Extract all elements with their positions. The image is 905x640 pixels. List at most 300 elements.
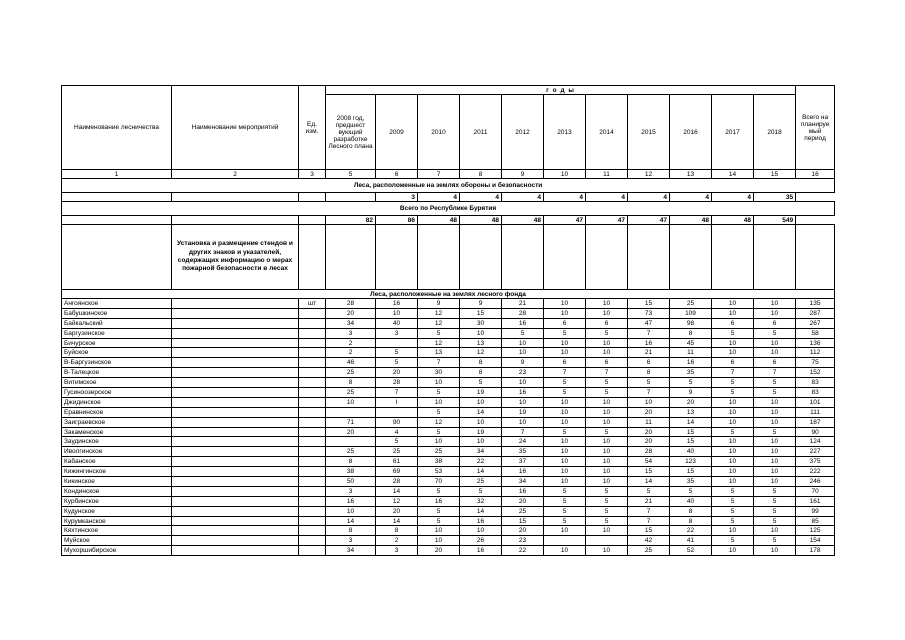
- year-value-cell: 47: [628, 318, 670, 328]
- year-value-cell: 10: [586, 348, 628, 358]
- measure-cell: [172, 378, 299, 388]
- forestry-name: Закаменское: [62, 427, 172, 437]
- column-number: 9: [502, 170, 544, 179]
- year-value-cell: 28: [326, 299, 376, 309]
- unit-cell: [299, 427, 326, 437]
- empty-cell: [670, 225, 712, 290]
- year-value-cell: 16: [460, 516, 502, 526]
- total-cell: 99: [796, 506, 835, 516]
- year-value-cell: 5: [712, 486, 754, 496]
- defense-value: 4: [628, 193, 670, 202]
- table-row: [62, 486, 835, 496]
- year-value-cell: 21: [502, 299, 544, 309]
- forestry-name: Кижингинское: [62, 467, 172, 477]
- year-value-cell: 28: [376, 378, 418, 388]
- year-value-cell: 14: [376, 516, 418, 526]
- year-value-cell: 10: [502, 397, 544, 407]
- year-value-cell: 12: [460, 348, 502, 358]
- table-row: [62, 506, 835, 516]
- unit-cell: [299, 348, 326, 358]
- year-value-cell: 5: [586, 378, 628, 388]
- column-number: 7: [418, 170, 460, 179]
- year-value-cell: 15: [628, 299, 670, 309]
- empty-cell: [376, 225, 418, 290]
- table-row: [62, 427, 835, 437]
- forestry-name: Бабушкинское: [62, 308, 172, 318]
- year-value-cell: 8: [326, 378, 376, 388]
- column-number: 3: [299, 170, 326, 179]
- year-value-cell: 6: [586, 358, 628, 368]
- year-value-cell: 25: [326, 388, 376, 398]
- year-value-cell: 3: [326, 328, 376, 338]
- measure-cell: [172, 397, 299, 407]
- unit-cell: [299, 368, 326, 378]
- year-value-cell: 10: [754, 308, 796, 318]
- year-value-cell: 21: [628, 496, 670, 506]
- year-value-cell: 5: [586, 496, 628, 506]
- year-value-cell: 10: [712, 338, 754, 348]
- year-value-cell: 53: [418, 467, 460, 477]
- year-value-cell: 10: [544, 546, 586, 556]
- year-value-cell: 30: [460, 318, 502, 328]
- year-value-cell: 42: [628, 536, 670, 546]
- unit-cell: [299, 506, 326, 516]
- year-value-cell: 123: [670, 457, 712, 467]
- year-value-cell: 6: [754, 318, 796, 328]
- year-value-cell: 46: [326, 358, 376, 368]
- year-value-cell: 10: [544, 338, 586, 348]
- table-row: [62, 338, 835, 348]
- year-value-cell: 10: [712, 348, 754, 358]
- year-value-cell: 10: [326, 397, 376, 407]
- table-row: [62, 526, 835, 536]
- year-value-cell: 5: [712, 388, 754, 398]
- year-value-cell: 10: [544, 437, 586, 447]
- forestry-name: Заиграевское: [62, 417, 172, 427]
- column-number: 2: [172, 170, 299, 179]
- year-value-cell: 34: [326, 546, 376, 556]
- year-value-cell: 5: [544, 496, 586, 506]
- year-value-cell: 10: [544, 407, 586, 417]
- column-number: 14: [712, 170, 754, 179]
- year-value-cell: 23: [502, 368, 544, 378]
- total-value: 48: [670, 216, 712, 225]
- empty-cell: [172, 193, 299, 202]
- forest-plan-table: [61, 85, 835, 556]
- total-cell: 75: [796, 358, 835, 368]
- year-value-cell: 10: [418, 397, 460, 407]
- unit-cell: [299, 496, 326, 506]
- unit-cell: [299, 536, 326, 546]
- year-value-cell: 5: [712, 328, 754, 338]
- year-value-cell: 14: [670, 417, 712, 427]
- year-value-cell: 35: [670, 477, 712, 487]
- year-value-cell: 10: [754, 299, 796, 309]
- year-value-cell: 10: [586, 526, 628, 536]
- year-value-cell: 10: [460, 437, 502, 447]
- table-row: [62, 546, 835, 556]
- year-value-cell: 10: [586, 397, 628, 407]
- year-value-cell: 25: [460, 477, 502, 487]
- year-value-cell: 6: [754, 358, 796, 368]
- year-value-cell: 5: [544, 506, 586, 516]
- table-row: [62, 417, 835, 427]
- year-value-cell: 10: [754, 397, 796, 407]
- year-value-cell: 28: [376, 477, 418, 487]
- year-value-cell: 7: [754, 368, 796, 378]
- table-row: [62, 318, 835, 328]
- table-row: [62, 477, 835, 487]
- empty-cell: [172, 216, 299, 225]
- year-value-cell: 10: [712, 407, 754, 417]
- measure-cell: [172, 467, 299, 477]
- header-total-period: Всего на планируе мый период: [796, 86, 835, 170]
- header-year-2015: 2015: [628, 95, 670, 170]
- year-value-cell: 5: [754, 378, 796, 388]
- year-value-cell: 20: [628, 437, 670, 447]
- year-value-cell: 2: [376, 536, 418, 546]
- total-cell: 83: [796, 388, 835, 398]
- forestry-name: Курбинское: [62, 496, 172, 506]
- year-value-cell: 25: [628, 546, 670, 556]
- year-value-cell: 10: [712, 477, 754, 487]
- year-value-cell: 12: [376, 496, 418, 506]
- year-value-cell: 10: [586, 407, 628, 417]
- year-value-cell: 6: [586, 318, 628, 328]
- year-value-cell: 20: [376, 506, 418, 516]
- forestry-name: Кикинское: [62, 477, 172, 487]
- year-value-cell: 9: [670, 388, 712, 398]
- column-number: 11: [586, 170, 628, 179]
- measure-cell: [172, 457, 299, 467]
- forestry-name: Еравнинское: [62, 407, 172, 417]
- year-value-cell: 5: [754, 328, 796, 338]
- year-value-cell: 10: [712, 417, 754, 427]
- year-value-cell: 10: [712, 526, 754, 536]
- year-value-cell: [376, 407, 418, 417]
- year-value-cell: 10: [754, 467, 796, 477]
- column-number: 15: [754, 170, 796, 179]
- total-cell: 222: [796, 467, 835, 477]
- total-cell: 178: [796, 546, 835, 556]
- year-value-cell: 5: [376, 348, 418, 358]
- year-value-cell: 23: [502, 536, 544, 546]
- defense-value: 4: [544, 193, 586, 202]
- year-value-cell: 8: [326, 526, 376, 536]
- column-number-row: [62, 170, 835, 179]
- measure-cell: [172, 417, 299, 427]
- year-value-cell: 10: [460, 328, 502, 338]
- header-row-years: [62, 86, 835, 95]
- year-value-cell: 8: [670, 516, 712, 526]
- year-value-cell: 5: [544, 486, 586, 496]
- unit-cell: [299, 457, 326, 467]
- year-value-cell: 7: [418, 358, 460, 368]
- year-value-cell: 7: [628, 388, 670, 398]
- total-cell: 90: [796, 427, 835, 437]
- measure-cell: [172, 477, 299, 487]
- year-value-cell: [544, 536, 586, 546]
- year-value-cell: 10: [712, 308, 754, 318]
- year-value-cell: 3: [376, 546, 418, 556]
- defense-value: 35: [754, 193, 796, 202]
- year-value-cell: 10: [754, 447, 796, 457]
- total-value: 47: [544, 216, 586, 225]
- empty-cell: [299, 193, 326, 202]
- year-value-cell: 10: [544, 417, 586, 427]
- forestry-name: Баргузинское: [62, 328, 172, 338]
- year-value-cell: 5: [418, 486, 460, 496]
- unit-cell: шт: [299, 299, 326, 309]
- year-value-cell: 3: [326, 536, 376, 546]
- forest-plan-table-sheet: [61, 85, 835, 556]
- year-value-cell: 5: [586, 328, 628, 338]
- header-year-2014: 2014: [586, 95, 628, 170]
- defense-value: [326, 193, 376, 202]
- empty-cell: [628, 225, 670, 290]
- year-value-cell: 16: [628, 338, 670, 348]
- year-value-cell: 10: [460, 526, 502, 536]
- forestry-name: Кабанское: [62, 457, 172, 467]
- total-cell: 136: [796, 338, 835, 348]
- total-cell: 187: [796, 417, 835, 427]
- measure-name: Установка и размещение стендов и других знаков и указателей, содержащих информацию о мерах пожарной безопасности в лесах: [172, 225, 299, 290]
- year-value-cell: 5: [418, 506, 460, 516]
- forestry-name: Бичурское: [62, 338, 172, 348]
- year-value-cell: 10: [418, 536, 460, 546]
- total-cell: 246: [796, 477, 835, 487]
- year-value-cell: 5: [544, 427, 586, 437]
- forestry-name: Заудинское: [62, 437, 172, 447]
- total-cell: 267: [796, 318, 835, 328]
- forestry-name: Мухоршибирское: [62, 546, 172, 556]
- year-value-cell: 16: [670, 358, 712, 368]
- forestry-name: Витимское: [62, 378, 172, 388]
- unit-cell: [299, 358, 326, 368]
- year-value-cell: 5: [754, 486, 796, 496]
- year-value-cell: [376, 338, 418, 348]
- forest-fund-title-row: [62, 290, 835, 299]
- year-value-cell: 5: [712, 427, 754, 437]
- forestry-name: Курумканское: [62, 516, 172, 526]
- unit-cell: [299, 467, 326, 477]
- year-value-cell: 15: [670, 427, 712, 437]
- column-number: 8: [460, 170, 502, 179]
- unit-cell: [299, 486, 326, 496]
- header-year-2011: 2011: [460, 95, 502, 170]
- year-value-cell: 6: [544, 358, 586, 368]
- column-number: 6: [376, 170, 418, 179]
- year-value-cell: 3: [376, 328, 418, 338]
- year-value-cell: 5: [460, 378, 502, 388]
- year-value-cell: 37: [502, 457, 544, 467]
- year-value-cell: 5: [754, 388, 796, 398]
- year-value-cell: 54: [628, 457, 670, 467]
- year-value-cell: 34: [326, 318, 376, 328]
- year-value-cell: 22: [460, 457, 502, 467]
- year-value-cell: 10: [712, 467, 754, 477]
- unit-cell: [299, 437, 326, 447]
- year-value-cell: 16: [460, 546, 502, 556]
- year-value-cell: 10: [586, 477, 628, 487]
- forestry-name: Байкальский: [62, 318, 172, 328]
- empty-cell: [754, 225, 796, 290]
- year-value-cell: 10: [754, 417, 796, 427]
- year-value-cell: 10: [712, 299, 754, 309]
- measure-cell: [172, 516, 299, 526]
- forestry-name: Буйское: [62, 348, 172, 358]
- forestry-name: Ангоянское: [62, 299, 172, 309]
- measure-cell: [172, 526, 299, 536]
- forestry-name: Муйское: [62, 536, 172, 546]
- empty-cell: [796, 225, 835, 290]
- year-value-cell: 15: [502, 516, 544, 526]
- year-value-cell: 40: [376, 318, 418, 328]
- header-year-2016: 2016: [670, 95, 712, 170]
- year-value-cell: 5: [544, 328, 586, 338]
- year-value-cell: 10: [544, 526, 586, 536]
- year-value-cell: 12: [418, 338, 460, 348]
- year-value-cell: 5: [754, 506, 796, 516]
- year-value-cell: 10: [544, 477, 586, 487]
- year-value-cell: 98: [670, 318, 712, 328]
- table-row: [62, 328, 835, 338]
- year-value-cell: 10: [502, 338, 544, 348]
- year-value-cell: [586, 536, 628, 546]
- header-measure-name: Наименование мероприятий: [172, 86, 299, 170]
- year-value-cell: 8: [460, 358, 502, 368]
- total-cell: 112: [796, 348, 835, 358]
- year-value-cell: 3: [326, 486, 376, 496]
- year-value-cell: 20: [418, 546, 460, 556]
- year-value-cell: [326, 407, 376, 417]
- empty-cell: [62, 216, 172, 225]
- year-value-cell: 25: [502, 506, 544, 516]
- empty-cell: [62, 225, 172, 290]
- year-value-cell: 10: [754, 477, 796, 487]
- column-number: 16: [796, 170, 835, 179]
- year-value-cell: 10: [460, 397, 502, 407]
- year-value-cell: 10: [712, 447, 754, 457]
- year-value-cell: 8: [670, 506, 712, 516]
- column-number: 13: [670, 170, 712, 179]
- year-value-cell: 5: [754, 536, 796, 546]
- year-value-cell: 7: [628, 506, 670, 516]
- table-row: [62, 457, 835, 467]
- table-row: [62, 299, 835, 309]
- unit-cell: [299, 417, 326, 427]
- unit-cell: [299, 388, 326, 398]
- total-cell: 111: [796, 407, 835, 417]
- unit-cell: [299, 338, 326, 348]
- unit-cell: [299, 477, 326, 487]
- year-value-cell: 5: [628, 486, 670, 496]
- empty-cell: [712, 225, 754, 290]
- year-value-cell: 5: [586, 516, 628, 526]
- forestry-name: Кяхтинское: [62, 526, 172, 536]
- year-value-cell: 10: [544, 299, 586, 309]
- year-value-cell: 16: [376, 299, 418, 309]
- year-value-cell: 10: [326, 506, 376, 516]
- year-value-cell: 10: [544, 397, 586, 407]
- year-value-cell: 10: [712, 397, 754, 407]
- year-value-cell: 19: [460, 427, 502, 437]
- year-value-cell: 21: [628, 348, 670, 358]
- year-value-cell: 19: [502, 407, 544, 417]
- column-number: 10: [544, 170, 586, 179]
- year-value-cell: 15: [670, 437, 712, 447]
- year-value-cell: 16: [502, 467, 544, 477]
- section-defense-values-row: [62, 193, 835, 202]
- year-value-cell: 5: [754, 427, 796, 437]
- total-cell: 83: [796, 378, 835, 388]
- year-value-cell: 14: [460, 467, 502, 477]
- year-value-cell: 7: [376, 388, 418, 398]
- year-value-cell: 10: [712, 457, 754, 467]
- section-defense-title-row: [62, 179, 835, 193]
- year-value-cell: 5: [712, 536, 754, 546]
- empty-cell: [62, 193, 172, 202]
- year-value-cell: 10: [712, 437, 754, 447]
- year-value-cell: 20: [628, 407, 670, 417]
- year-value-cell: 10: [754, 437, 796, 447]
- table-row: [62, 378, 835, 388]
- defense-value: 4: [670, 193, 712, 202]
- year-value-cell: 5: [418, 328, 460, 338]
- total-cell: 154: [796, 536, 835, 546]
- forest-fund-title: Леса, расположенные на землях лесного фонда: [62, 290, 835, 299]
- year-value-cell: 10: [586, 447, 628, 457]
- total-value: 82: [326, 216, 376, 225]
- year-value-cell: 5: [418, 427, 460, 437]
- year-value-cell: 50: [326, 477, 376, 487]
- unit-cell: [299, 328, 326, 338]
- total-cell: 135: [796, 299, 835, 309]
- year-value-cell: 20: [502, 496, 544, 506]
- total-cell: 101: [796, 397, 835, 407]
- year-value-cell: 5: [754, 516, 796, 526]
- year-value-cell: 25: [326, 368, 376, 378]
- year-value-cell: 8: [376, 526, 418, 536]
- header-year-2012: 2012: [502, 95, 544, 170]
- year-value-cell: 5: [544, 516, 586, 526]
- defense-value: 4: [502, 193, 544, 202]
- year-value-cell: 15: [670, 467, 712, 477]
- year-value-cell: 40: [670, 496, 712, 506]
- empty-cell: [326, 225, 376, 290]
- defense-value: 4: [712, 193, 754, 202]
- year-value-cell: 15: [628, 526, 670, 536]
- year-value-cell: 71: [326, 417, 376, 427]
- year-value-cell: 22: [502, 546, 544, 556]
- total-cell: 125: [796, 526, 835, 536]
- unit-cell: [299, 378, 326, 388]
- year-value-cell: 11: [628, 417, 670, 427]
- forestry-name: Кудунское: [62, 506, 172, 516]
- year-value-cell: 6: [712, 358, 754, 368]
- year-value-cell: 10: [544, 348, 586, 358]
- measure-cell: [172, 338, 299, 348]
- table-row: [62, 368, 835, 378]
- year-value-cell: 7: [712, 368, 754, 378]
- total-value: 47: [586, 216, 628, 225]
- year-value-cell: 19: [460, 388, 502, 398]
- year-value-cell: 10: [586, 417, 628, 427]
- year-value-cell: 10: [376, 308, 418, 318]
- year-value-cell: 14: [376, 486, 418, 496]
- year-value-cell: 25: [376, 447, 418, 457]
- year-value-cell: 15: [460, 308, 502, 318]
